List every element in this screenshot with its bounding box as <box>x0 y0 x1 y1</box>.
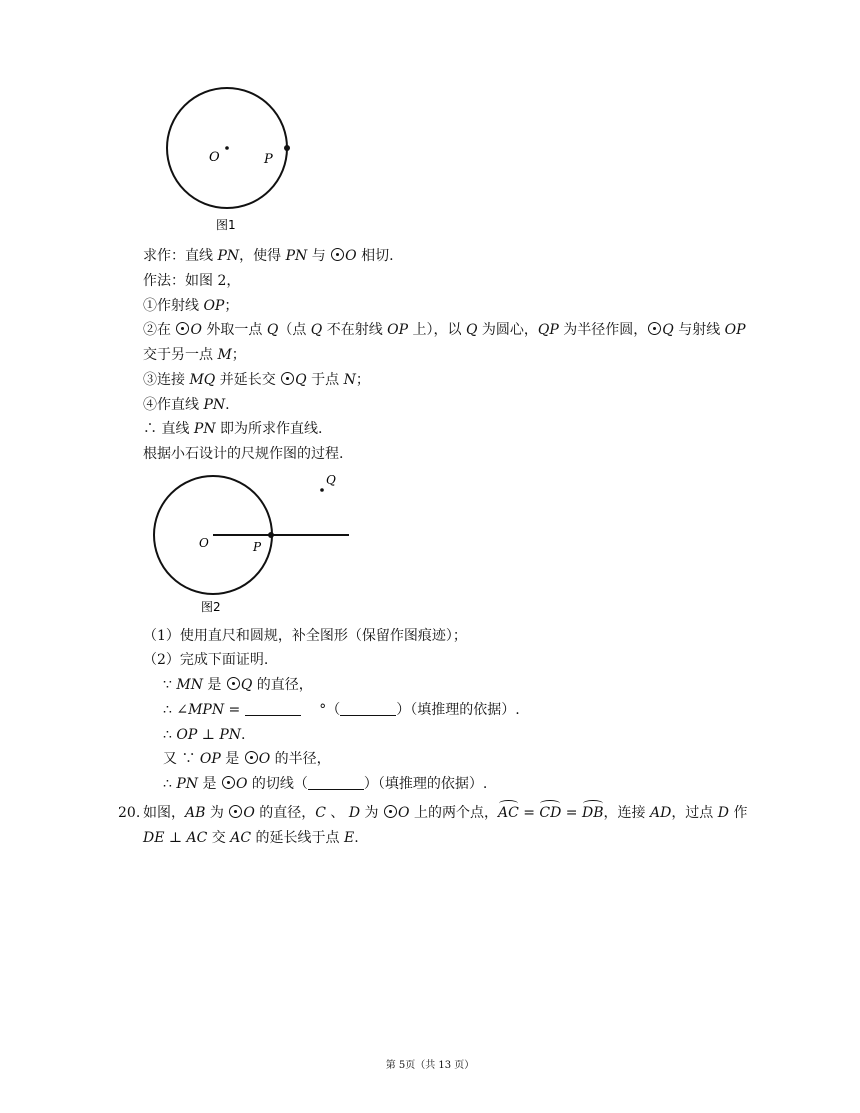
circle-dot-icon <box>227 677 240 690</box>
page-footer: 第 5页（共 13 页） <box>385 1060 475 1071</box>
label-Q: Q <box>326 473 336 487</box>
figure-caption: 图1 <box>216 218 236 232</box>
label-O: O <box>199 536 209 550</box>
question-number: 20. <box>118 805 141 821</box>
circle-dot-icon <box>245 751 258 764</box>
text-line: ∴ OP ⊥ PN. <box>163 727 246 743</box>
text-line: 作法：如图 2， <box>143 273 241 289</box>
circle-dot-icon <box>176 322 189 335</box>
point-P <box>268 532 274 538</box>
text-line: ②在 O 外取一点 Q（点 Q 不在射线 OP 上），以 Q 为圆心，QP 为半径作圆， Q 与射线 OP <box>143 322 746 338</box>
text-line: 根据小石设计的尺规作图的过程. <box>143 446 344 462</box>
text-line: （1）使用直尺和圆规，补全图形（保留作图痕迹）； <box>143 628 467 644</box>
center-point <box>225 146 229 150</box>
text-line: ①作射线 OP； <box>143 298 239 314</box>
text-line: ∴ ∠MPN = °（ ）（填推理的依据）. <box>163 702 520 718</box>
text-line: ∵ MN 是 Q 的直径， <box>163 677 313 693</box>
circle-dot-icon <box>229 805 242 818</box>
text-line: 交于另一点 M； <box>143 347 246 363</box>
text-line: 又 ∵ OP 是 O 的半径， <box>163 751 331 767</box>
figure-caption: 图2 <box>201 600 221 614</box>
circle-dot-icon <box>281 372 294 385</box>
point-P <box>284 145 290 151</box>
circle-dot-icon <box>222 776 235 789</box>
text-line: ∴ 直线 PN 即为所求作直线. <box>143 421 323 437</box>
label-P: P <box>253 540 262 554</box>
text-line: ∴ PN 是 O 的切线（ ）（填推理的依据）. <box>163 776 488 792</box>
text-line: ③连接 MQ 并延长交 Q 于点 N； <box>143 372 370 388</box>
text-line: DE ⊥ AC 交 AC 的延长线于点 E. <box>143 830 359 846</box>
circle-dot-icon <box>384 805 397 818</box>
text-line: ④作直线 PN. <box>143 397 230 413</box>
label-P: P <box>264 152 273 167</box>
point-Q <box>320 488 324 492</box>
circle-dot-icon <box>331 248 344 261</box>
text-line: 求作：直线 PN，使得 PN 与 O 相切. <box>143 248 394 264</box>
answer-blank[interactable] <box>245 701 301 716</box>
circle-dot-icon <box>648 322 661 335</box>
answer-blank[interactable] <box>340 701 396 716</box>
label-O: O <box>209 150 220 165</box>
figure-2 <box>145 470 365 620</box>
text-line: 如图，AB 为 O 的直径，C 、 D 为 O 上的两个点，AC = CD = DB，连接 AD，过点 D 作 <box>143 805 748 821</box>
answer-blank[interactable] <box>308 775 364 790</box>
figure-1 <box>150 82 310 237</box>
text-line: （2）完成下面证明. <box>143 652 269 668</box>
